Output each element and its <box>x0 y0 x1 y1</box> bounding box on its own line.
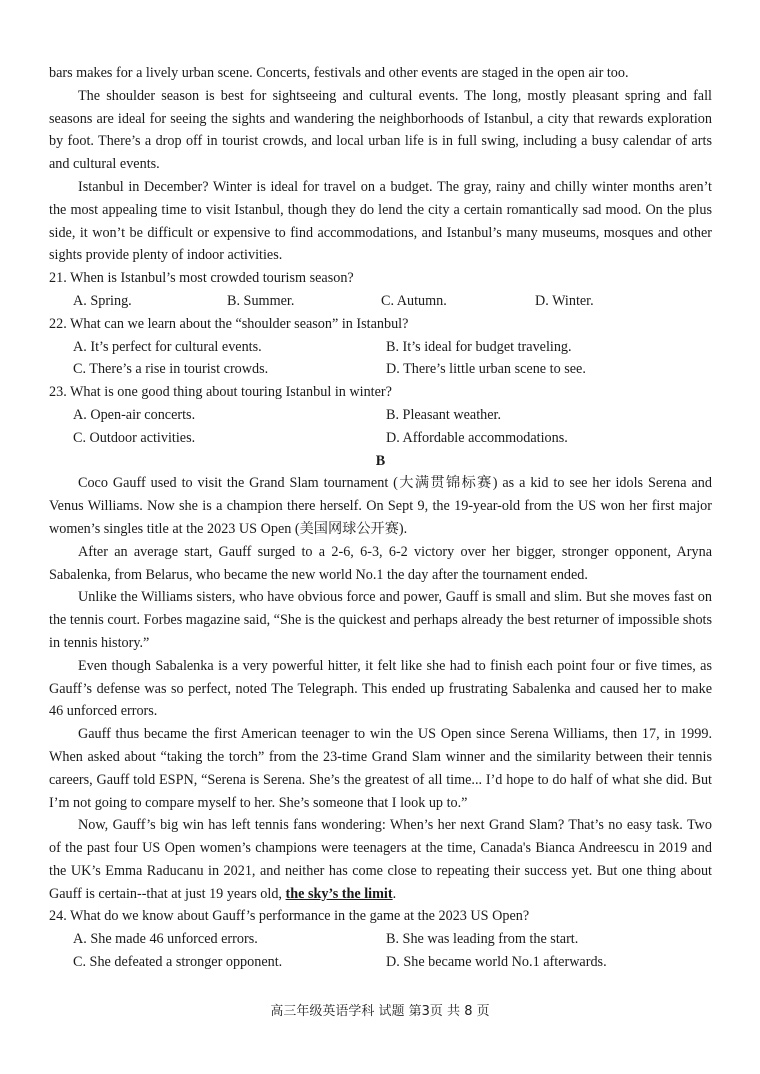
underlined-phrase: the sky’s the limit <box>285 885 393 902</box>
option-b: B. Pleasant weather. <box>386 406 502 423</box>
page-footer: 高三年级英语学科 试题 第3页 共 8 页 <box>270 1004 490 1019</box>
options-row <box>49 928 712 951</box>
options-row <box>49 427 712 450</box>
option-b: B. It’s ideal for budget traveling. <box>386 338 572 355</box>
option-d: D. Affordable accommodations. <box>386 429 568 446</box>
options-row <box>49 951 712 974</box>
passage-b-paragraph-4: Even though Sabalenka is a very powerful hitter, it felt like she had to finish each point four or five times, as Gauff’s defense was so perfect, noted The Telegraph. This ended up frustrating Sabalenka and caused her to make 46 unforced errors. <box>49 657 712 720</box>
option-a: A. Spring. <box>73 292 132 309</box>
question-23 <box>49 381 712 449</box>
option-a: A. It’s perfect for cultural events. <box>73 338 262 355</box>
passage-b-paragraph-1: Coco Gauff used to visit the Grand Slam tournament (大满贯锦标赛) as a kid to see her idols Serena and Venus Williams. Now she is a champion there herself. On Sept 9, the 19-year-old from the US won her first major women’s singles title at the 2023 US Open (美国网球公开赛). <box>49 475 712 537</box>
options-row <box>49 290 712 313</box>
passage-a-paragraph-december: Istanbul in December? Winter is ideal for travel on a budget. The gray, rainy and chilly winter months aren’t the most appealing time to visit Istanbul, though they do lend the city a certain romantically sad mood. On the plus side, it won’t be difficult or expensive to find accommodations, and Istanbul’s many museums, mosques and other sights provide plenty of indoor activities. <box>49 178 712 264</box>
question-22 <box>49 313 712 381</box>
question-stem: 23. What is one good thing about touring Istanbul in winter? <box>49 384 392 401</box>
option-b: B. Summer. <box>227 292 295 309</box>
paragraph-text-end: . <box>392 885 397 902</box>
options-row <box>49 336 712 359</box>
option-d: D. There’s little urban scene to see. <box>386 361 586 378</box>
question-stem: 24. What do we know about Gauff’s performance in the game at the 2023 US Open? <box>49 908 530 925</box>
option-c: C. There’s a rise in tourist crowds. <box>73 361 269 378</box>
question-24 <box>49 905 712 973</box>
option-c: C. Autumn. <box>381 292 447 309</box>
paragraph-text: Now, Gauff’s big win has left tennis fans wondering: When’s her next Grand Slam? That’s no easy task. Two of the past four US Open women’s champions were teenagers at the time, Canada's Bianca Andreescu in 2019 and the UK’s Emma Raducanu in 2021, and neither has come close to repeating their success yet. But one thing about Gauff is certain--that at just 19 years old, <box>49 817 712 902</box>
question-stem: 22. What can we learn about the “shoulder season” in Istanbul? <box>49 315 409 332</box>
exam-page <box>49 62 712 974</box>
options-row <box>49 404 712 427</box>
question-stem: 21. When is Istanbul’s most crowded tourism season? <box>49 270 354 287</box>
option-c: C. She defeated a stronger opponent. <box>73 954 283 971</box>
question-21 <box>49 267 712 313</box>
passage-b-paragraph-6 <box>49 814 712 905</box>
passage-a-paragraph-end: bars makes for a lively urban scene. Concerts, festivals and other events are staged in the open air too. <box>49 65 629 81</box>
option-d: D. She became world No.1 afterwards. <box>386 954 607 971</box>
options-row <box>49 358 712 381</box>
option-d: D. Winter. <box>535 292 594 309</box>
option-c: C. Outdoor activities. <box>73 429 196 446</box>
option-a: A. Open-air concerts. <box>73 406 196 423</box>
passage-a-paragraph-shoulder: The shoulder season is best for sightseeing and cultural events. The long, mostly pleasant spring and fall seasons are ideal for seeing the sights and wandering the neighborhoods of Istanbul, a city that rewards exploration by foot. There’s a drop off in tourist crowds, and local urban life is in full swing, including a busy calendar of arts and cultural events. <box>49 87 712 173</box>
option-a: A. She made 46 unforced errors. <box>73 931 258 948</box>
option-b: B. She was leading from the start. <box>386 931 579 948</box>
passage-b-paragraph-5: Gauff thus became the first American teenager to win the US Open since Serena Williams, then 17, in 1999. When asked about “taking the torch” from the 23-time Grand Slam winner and the similarity between their tennis careers, Gauff told ESPN, “Serena is Serena. She’s the greatest of all time... I’d hope to do half of what she did. But I’m not going to compare myself to her. She’s someone that I look up to.” <box>49 726 712 811</box>
passage-b-paragraph-2: After an average start, Gauff surged to a 2-6, 6-3, 6-2 victory over her bigger, stronger opponent, Aryna Sabalenka, from Belarus, who became the new world No.1 the day after the tournament ended. <box>49 543 712 583</box>
section-heading-b: B <box>375 452 386 469</box>
passage-b-paragraph-3: Unlike the Williams sisters, who have obvious force and power, Gauff is small and slim. But she moves fast on the tennis court. Forbes magazine said, “She is the quickest and perhaps already the best returner of impossible shots in tennis history.” <box>49 589 712 651</box>
